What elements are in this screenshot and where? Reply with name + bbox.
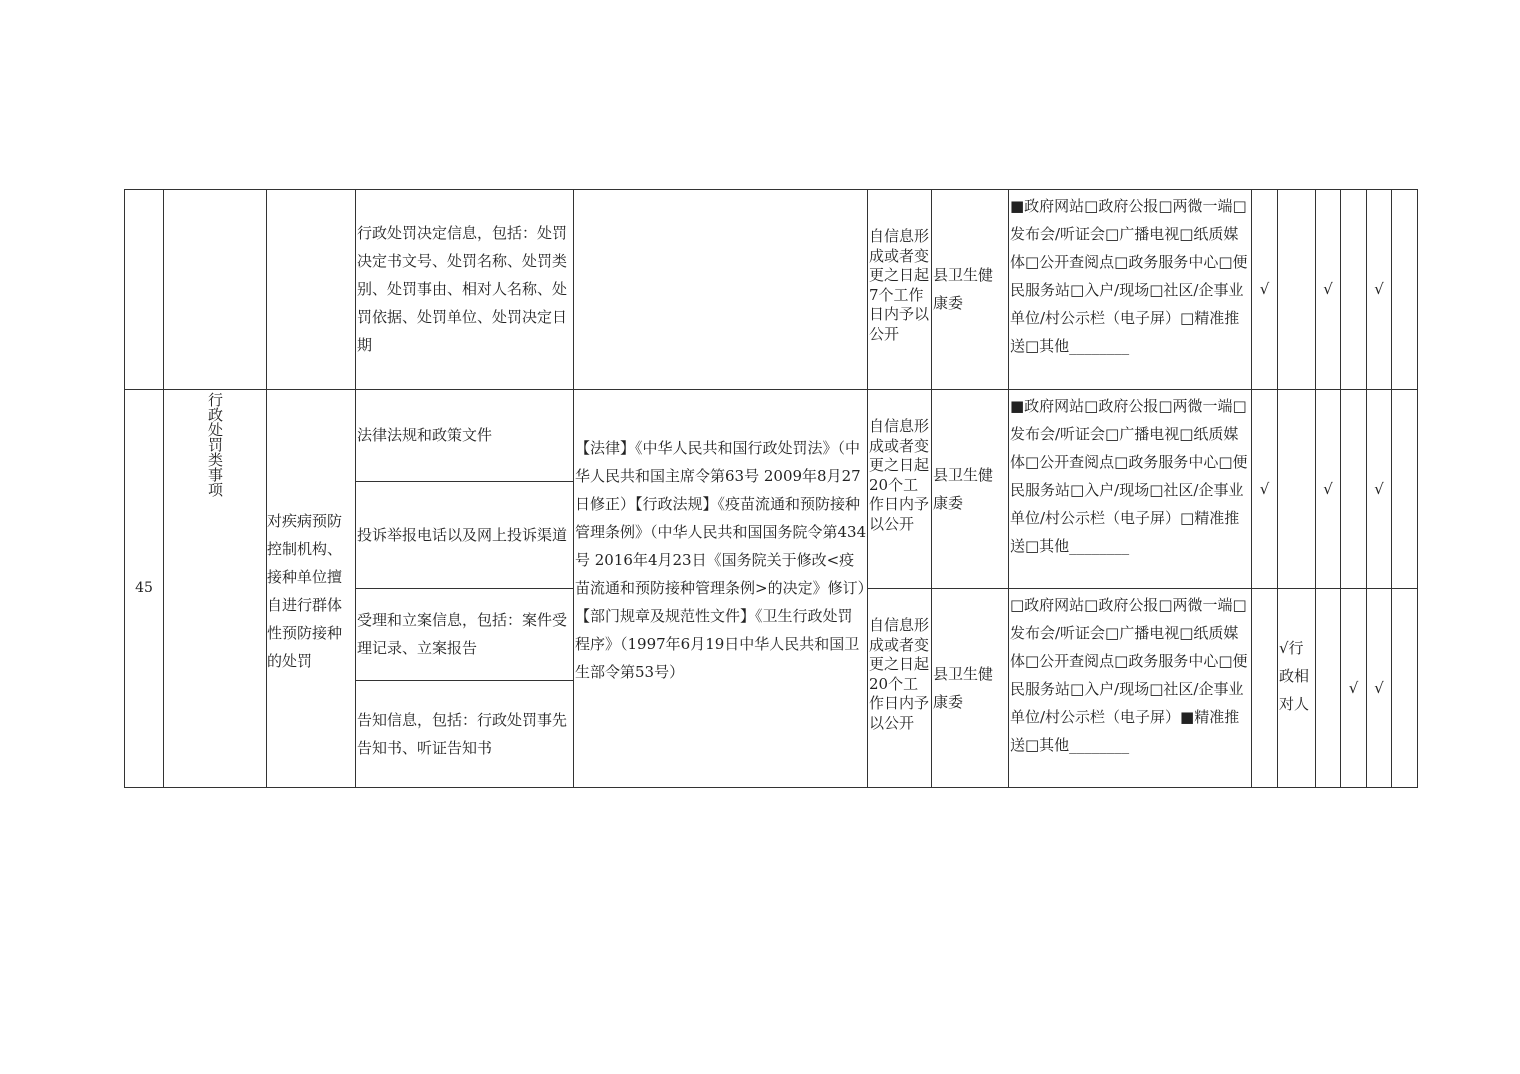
time-limit-cell: 自信息形成或者变更之日起20个工作日内予以公开	[869, 417, 930, 533]
check-mark: √	[1259, 479, 1270, 498]
col-divider	[163, 189, 164, 788]
item-name-cell: 对疾病预防控制机构、接种单位擅自进行群体性预防接种的处罚	[267, 512, 343, 670]
channels-cell: ■政府网站□政府公报□两微一端□发布会/听证会□广播电视□纸质媒体□公开查阅点□政务服务中心□便民服务站□入户/现场□社区/企事业单位/村公示栏（电子屏）□精准推送□其他________	[1010, 197, 1248, 355]
table-border-bottom	[124, 787, 1418, 788]
col-divider	[931, 189, 932, 788]
check-mark: √	[1348, 678, 1359, 697]
col-divider	[867, 189, 868, 788]
col-divider	[355, 189, 356, 788]
col-divider	[1277, 189, 1278, 788]
subject-cell: 县卫生健康委	[933, 266, 994, 312]
time-limit-cell: 自信息形成或者变更之日起7个工作日内予以公开	[869, 227, 930, 343]
col-divider	[1417, 189, 1418, 788]
check-mark: √	[1374, 280, 1384, 298]
row-divider	[124, 389, 1418, 390]
table-border-top	[124, 189, 1418, 190]
content-cell: 告知信息，包括：行政处罚事先告知书、听证告知书	[357, 710, 568, 757]
subject-cell: 县卫生健康委	[933, 665, 994, 711]
col-divider	[573, 189, 574, 788]
check-mark: √	[1374, 479, 1384, 498]
check-mark: √	[1374, 678, 1384, 697]
subject-cell: 县卫生健康委	[933, 466, 994, 512]
disclosure-scope-cell: √行政相对人	[1279, 639, 1310, 713]
row-index: 45	[135, 580, 153, 596]
channels-cell: □政府网站□政府公报□两微一端□发布会/听证会□广播电视□纸质媒体□公开查阅点□政务服务中心□便民服务站□入户/现场□社区/企事业单位/村公示栏（电子屏）■精准推送□其他________	[1010, 596, 1248, 754]
content-cell: 投诉举报电话以及网上投诉渠道	[357, 525, 568, 544]
col-divider	[266, 189, 267, 788]
legal-basis-cell: 【法律】《中华人民共和国行政处罚法》（中华人民共和国主席令第63号 2009年8月27日修正）【行政法规】《疫苗流通和预防接种管理条例》（中华人民共和国国务院令第434号 2016年4月23日《国务院关于修改<疫苗流通和预防接种管理条例>的决定》修订）【部门规章及规范性文件】《卫生行政处罚程序》（1997年6月19日中华人民共和国卫生部令第53号）	[575, 439, 867, 681]
content-cell: 行政处罚决定信息，包括：处罚决定书文号、处罚名称、处罚类别、处罚事由、相对人名称、处罚依据、处罚单位、处罚决定日期	[357, 224, 568, 354]
col-divider	[1008, 189, 1009, 788]
content-cell: 受理和立案信息，包括：案件受理记录、立案报告	[357, 611, 568, 657]
category-cell: 行政处罚类事项	[206, 392, 224, 497]
disclosure-table	[124, 189, 1418, 788]
check-mark: √	[1259, 280, 1270, 298]
time-limit-cell: 自信息形成或者变更之日起20个工作日内予以公开	[869, 616, 930, 732]
channels-cell: ■政府网站□政府公报□两微一端□发布会/听证会□广播电视□纸质媒体□公开查阅点□政务服务中心□便民服务站□入户/现场□社区/企事业单位/村公示栏（电子屏）□精准推送□其他________	[1010, 397, 1248, 555]
check-mark: √	[1323, 479, 1333, 498]
content-cell: 法律法规和政策文件	[357, 426, 493, 444]
col-divider	[1391, 189, 1392, 788]
check-mark: √	[1323, 280, 1333, 298]
row-divider	[867, 588, 1418, 589]
